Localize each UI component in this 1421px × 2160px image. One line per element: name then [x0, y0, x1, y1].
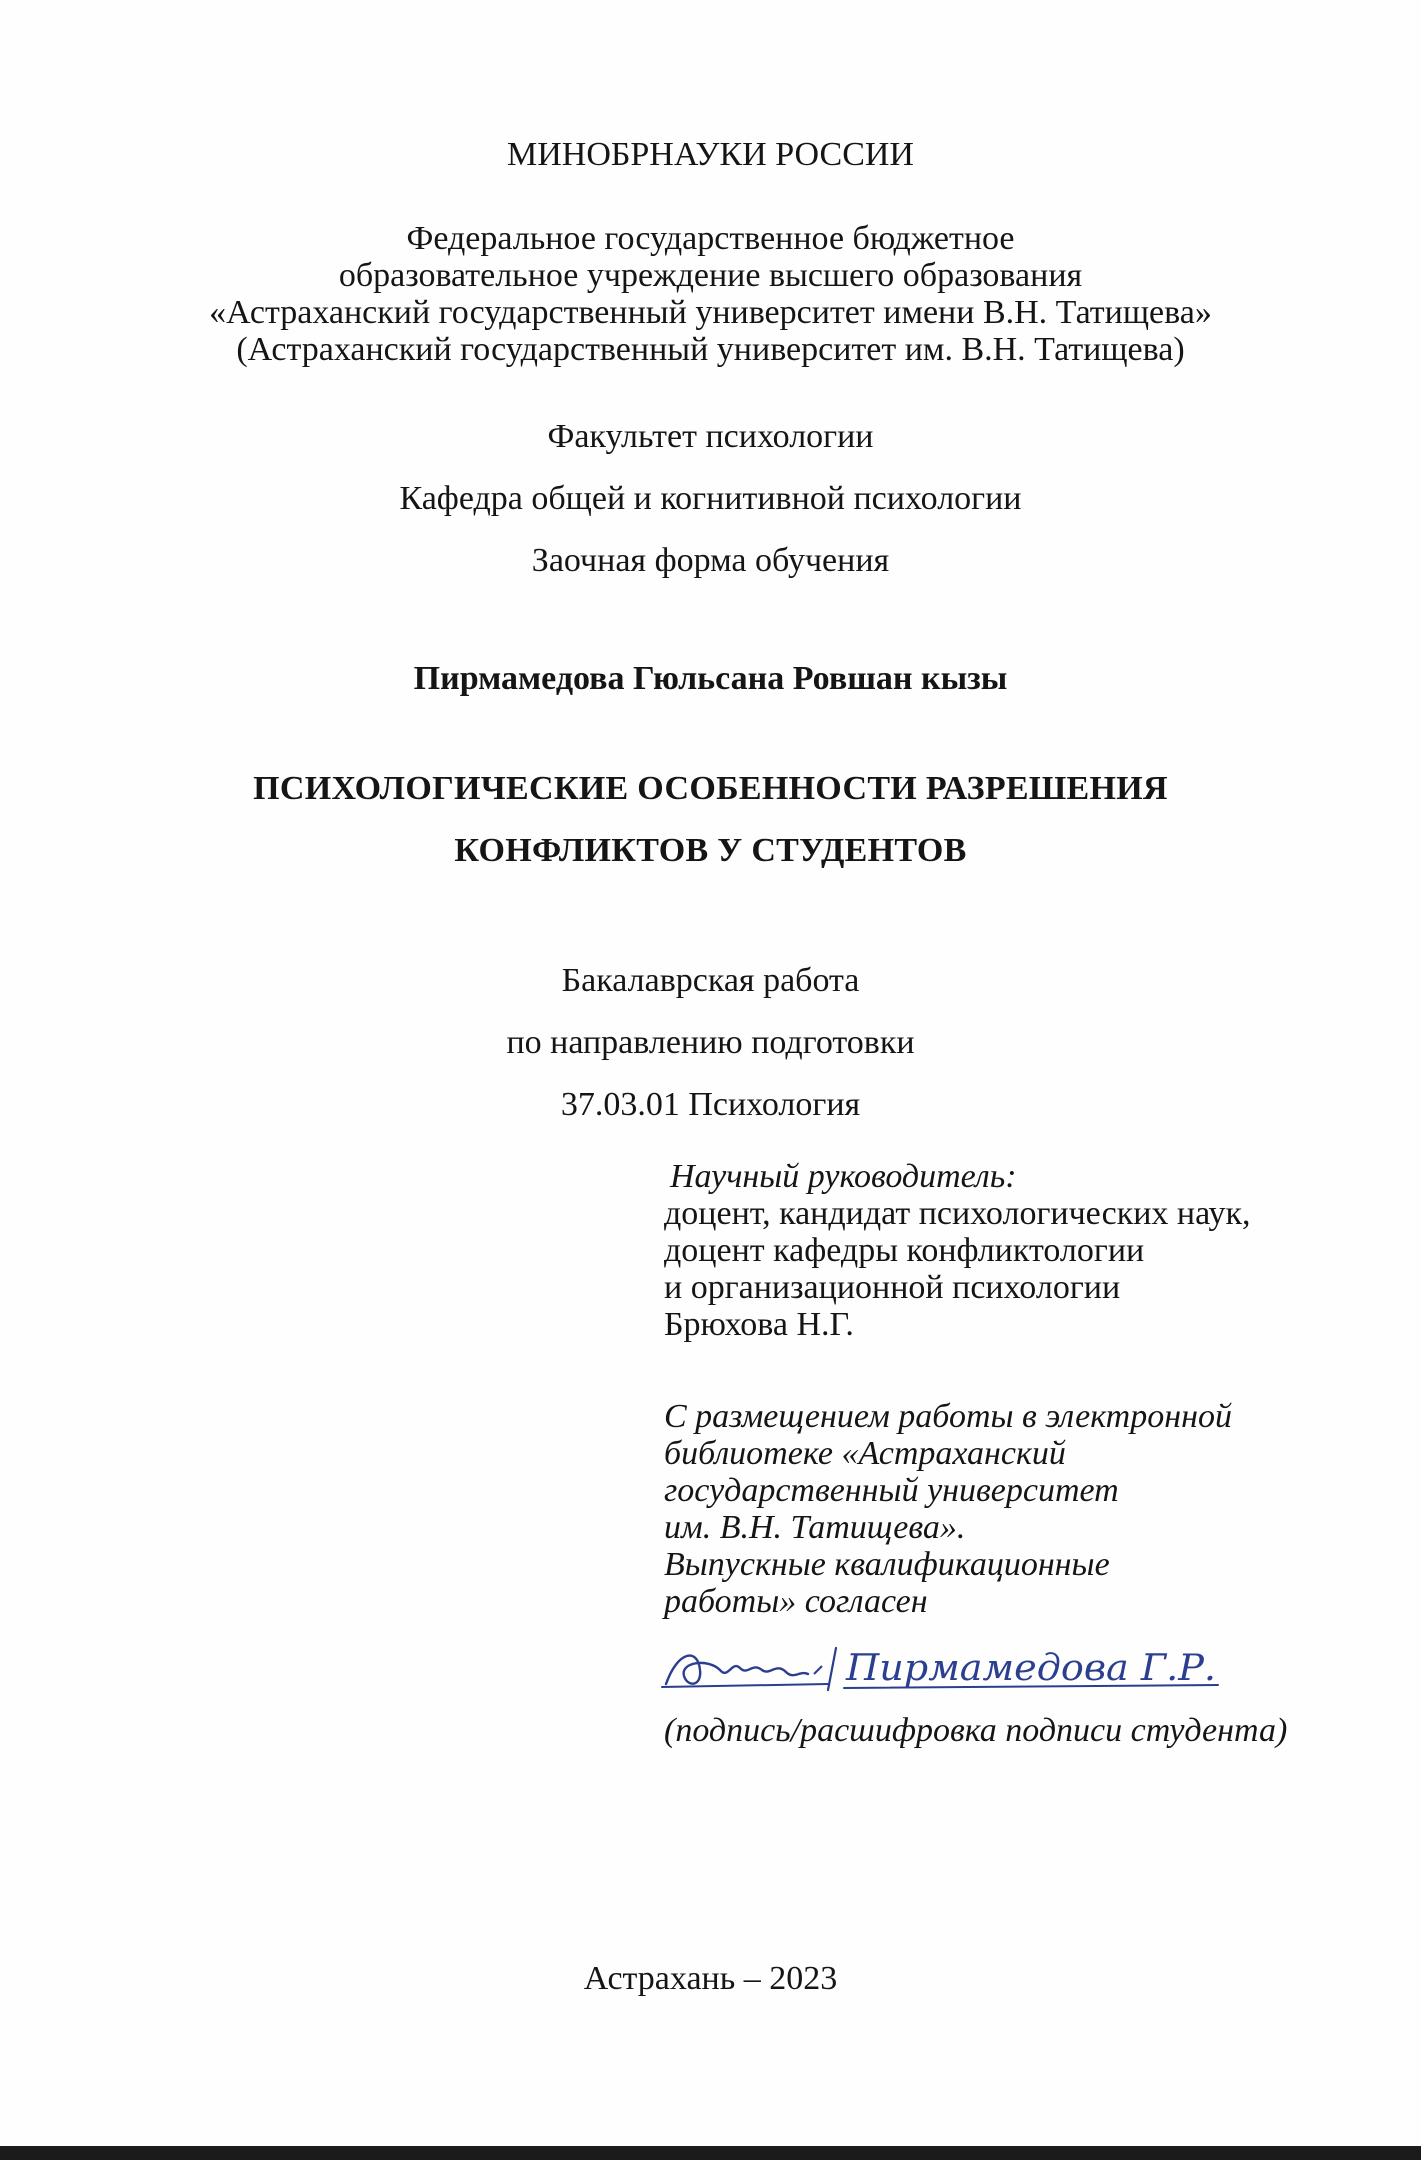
city-year: Астрахань – 2023	[583, 1960, 838, 1997]
university-line: образовательное учреждение высшего образования	[338, 257, 1083, 294]
supervisor-line: и организационной психологии	[664, 1269, 1121, 1306]
consent-line: С размещением работы в электронной	[664, 1398, 1232, 1435]
signature-caption: (подпись/расшифровка подписи студента)	[664, 1712, 1288, 1749]
consent-line: государственный университет	[664, 1472, 1119, 1509]
supervisor-line: доцент, кандидат психологических наук,	[664, 1195, 1251, 1232]
thesis-title-line: КОНФЛИКТОВ У СТУДЕНТОВ	[454, 832, 967, 869]
author-name: Пирмамедова Гюльсана Ровшан кызы	[413, 660, 1008, 697]
scan-edge	[0, 2146, 1421, 2160]
work-type: Бакалаврская работа	[561, 962, 860, 999]
direction-label: по направлению подготовки	[506, 1024, 915, 1061]
supervisor-block	[664, 1158, 1251, 1343]
direction: 37.03.01 Психология	[560, 1086, 861, 1123]
thesis-title-line: ПСИХОЛОГИЧЕСКИЕ ОСОБЕННОСТИ РАЗРЕШЕНИЯ	[253, 770, 1168, 807]
work-type-block	[0, 950, 1421, 1136]
supervisor-line: Брюхова Н.Г.	[664, 1306, 854, 1343]
faculty-name: Факультет психологии	[547, 418, 874, 455]
university-block	[0, 220, 1421, 368]
supervisor-label: Научный руководитель:	[670, 1158, 1017, 1195]
university-line: «Астраханский государственный университет имени В.Н. Татищева»	[209, 294, 1212, 331]
thesis-title	[0, 758, 1421, 882]
supervisor-line: доцент кафедры конфликтологии	[664, 1232, 1145, 1269]
department-name: Кафедра общей и когнитивной психологии	[399, 480, 1022, 517]
consent-line: Выпускные квалификационные	[664, 1546, 1110, 1583]
consent-block	[664, 1398, 1232, 1620]
study-form: Заочная форма обучения	[531, 542, 890, 579]
consent-line: библиотеке «Астраханский	[664, 1435, 1066, 1472]
consent-line: им. В.Н. Татищева».	[664, 1509, 966, 1546]
ministry-name: МИНОБРНАУКИ РОССИИ	[506, 136, 914, 173]
signature-text: Пирмамедова Г.Р.	[844, 1648, 1216, 1689]
university-line: Федеральное государственное бюджетное	[406, 220, 1015, 257]
consent-line: работы» согласен	[664, 1583, 928, 1620]
university-line: (Астраханский государственный университет им. В.Н. Татищева)	[236, 331, 1185, 368]
student-signature	[658, 1640, 1238, 1700]
